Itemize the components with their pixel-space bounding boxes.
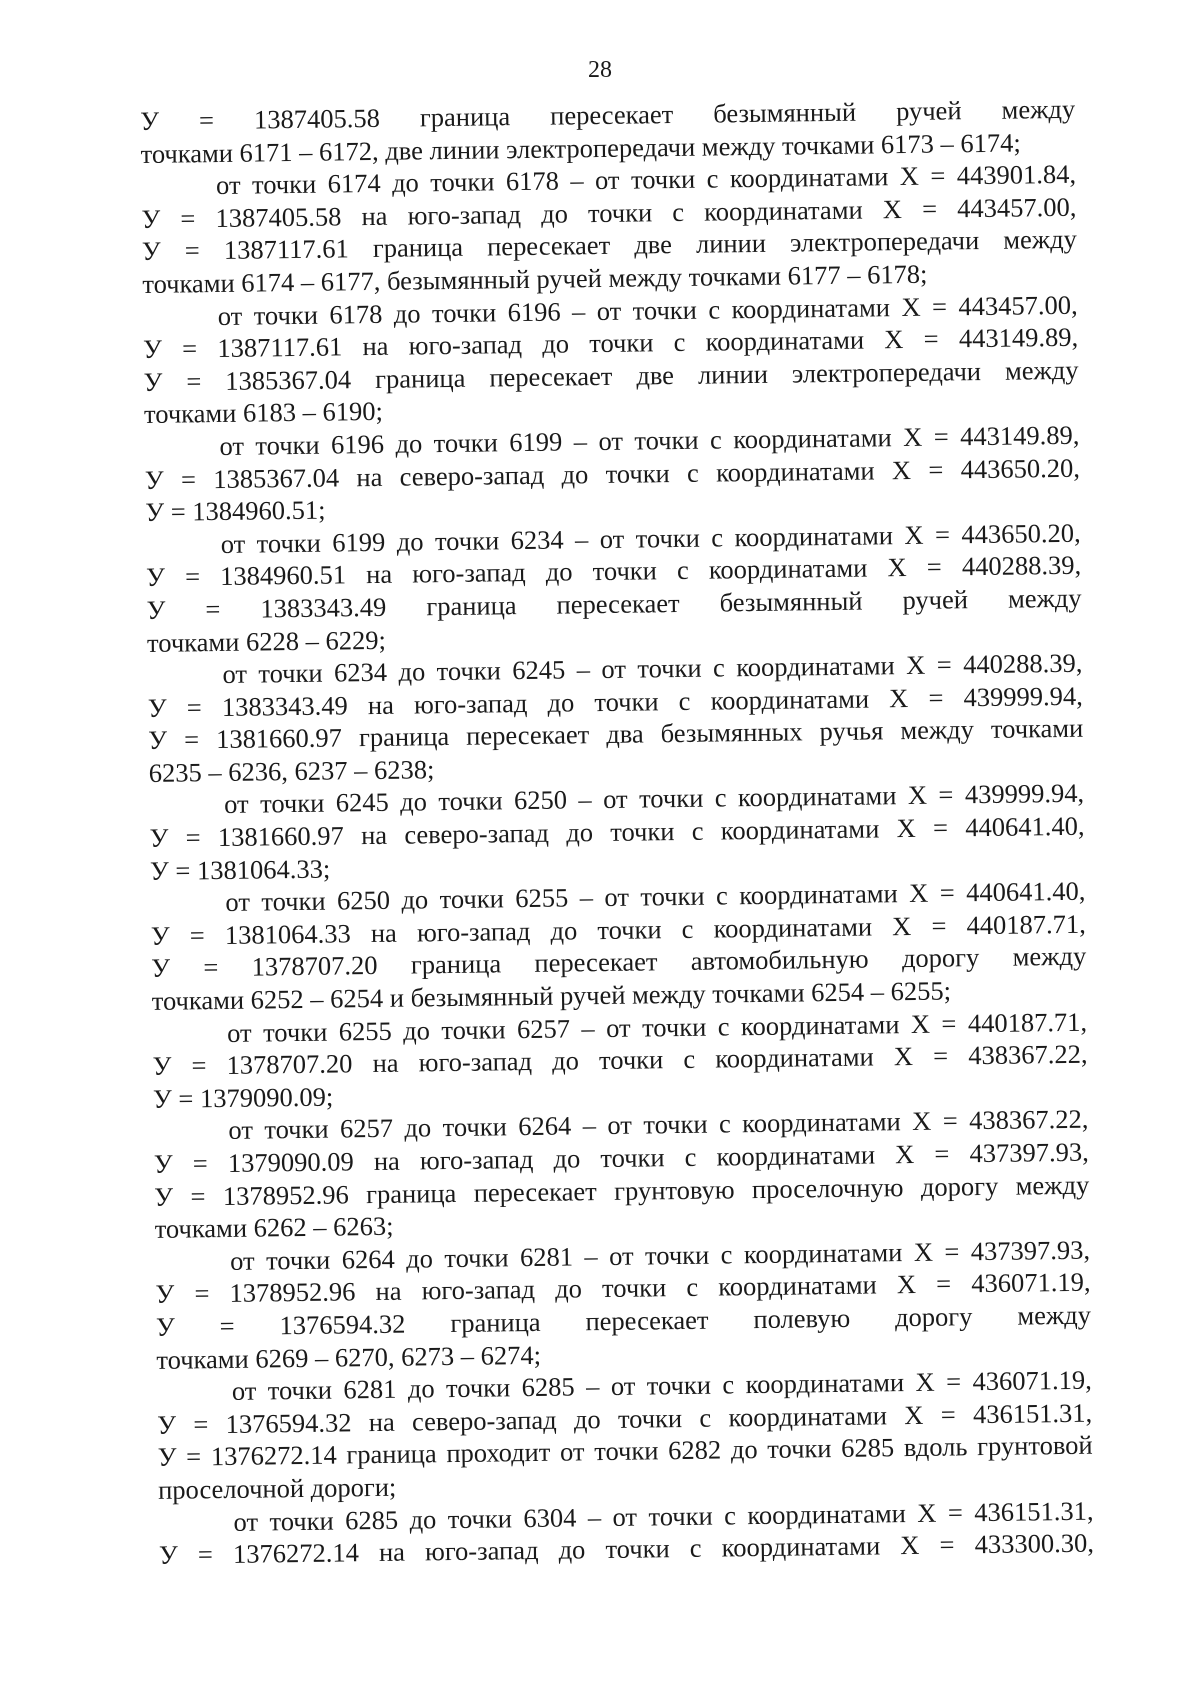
text-line: точками 6183 – 6190; bbox=[143, 396, 384, 430]
text-line: У = 1387117.61 на юго-запад до точки с координатами Х = 443149.89, bbox=[142, 321, 1079, 365]
text-line: У = 1384960.51; bbox=[145, 494, 326, 528]
text-line: точками 6228 – 6229; bbox=[146, 624, 387, 658]
paragraph-first-line: от точки 6245 до точки 6250 – от точки с координатами Х = 439999.94, bbox=[223, 778, 1085, 820]
text-line: У = 1385367.04 на северо-запад до точки с координатами Х = 443650.20, bbox=[144, 452, 1081, 495]
text-line: У = 1383343.49 на юго-запад до точки с координатами Х = 439999.94, bbox=[147, 680, 1084, 723]
paragraph-first-line: от точки 6255 до точки 6257 – от точки с координатами Х = 440187.71, bbox=[226, 1006, 1088, 1048]
text-line: У = 1384960.51 на юго-запад до точки с координатами Х = 440288.39, bbox=[145, 550, 1082, 593]
paragraph-first-line: от точки 6250 до точки 6255 – от точки с координатами Х = 440641.40, bbox=[225, 875, 1086, 918]
text-line: У = 1381660.97 граница пересекает два безымянных ручья между точками bbox=[148, 712, 1084, 756]
text-line: У = 1378952.96 на юго-запад до точки с координатами Х = 436071.19, bbox=[155, 1267, 1091, 1310]
text-line: 6235 – 6236, 6237 – 6238; bbox=[148, 754, 435, 788]
paragraph-first-line: от точки 6196 до точки 6199 – от точки с координатами Х = 443149.89, bbox=[219, 419, 1080, 461]
paragraph-first-line: от точки 6257 до точки 6264 – от точки с координатами Х = 438367.22, bbox=[228, 1104, 1089, 1146]
text-line: У = 1379090.09; bbox=[152, 1081, 334, 1114]
text-line: У = 1378707.20 на юго-запад до точки с координатами Х = 438367.22, bbox=[152, 1038, 1088, 1082]
paragraph-first-line: от точки 6199 до точки 6234 – от точки с координатами Х = 443650.20, bbox=[220, 517, 1081, 559]
text-line: У = 1378707.20 граница пересекает автомобильную дорогу между bbox=[151, 941, 1087, 984]
text-line: У = 1376594.32 на северо-запад до точки с координатами Х = 436151.31, bbox=[157, 1397, 1093, 1440]
paragraph-first-line: от точки 6281 до точки 6285 – от точки с координатами Х = 436071.19, bbox=[231, 1364, 1092, 1407]
text-line: У = 1387405.58 на юго-запад до точки с координатами Х = 443457.00, bbox=[141, 191, 1077, 234]
text-line: У = 1376272.14 граница проходит от точки 6282 до точки 6285 вдоль грунтовой bbox=[157, 1429, 1093, 1473]
paragraph-first-line: от точки 6264 до точки 6281 – от точки с координатами Х = 437397.93, bbox=[229, 1234, 1091, 1276]
paragraph-first-line: от точки 6178 до точки 6196 – от точки с координатами Х = 443457.00, bbox=[217, 289, 1078, 331]
text-line: У = 1379090.09 на юго-запад до точки с координатами Х = 437397.93, bbox=[153, 1136, 1089, 1179]
page-number: 28 bbox=[588, 57, 612, 83]
text-line: У = 1376272.14 на юго-запад до точки с координатами Х = 433300.30, bbox=[158, 1527, 1095, 1570]
text-line: У = 1381660.97 на северо-запад до точки с координатами Х = 440641.40, bbox=[149, 810, 1085, 853]
paragraph-first-line: от точки 6174 до точки 6178 – от точки с координатами Х = 443901.84, bbox=[215, 158, 1077, 201]
text-line: проселочной дороги; bbox=[157, 1471, 397, 1505]
text-line: У = 1387117.61 граница пересекает две линии электропередачи между bbox=[141, 224, 1078, 267]
text-line: У = 1385367.04 граница пересекает две линии электропередачи между bbox=[143, 354, 1079, 397]
text-line: У = 1376594.32 граница пересекает полевую дорогу между bbox=[155, 1299, 1092, 1342]
text-line: У = 1378952.96 граница пересекает грунтовую проселочную дорогу между bbox=[154, 1169, 1090, 1212]
paragraph-first-line: от точки 6234 до точки 6245 – от точки с координатами Х = 440288.39, bbox=[222, 647, 1083, 690]
text-line: У = 1383343.49 граница пересекает безымянный ручей между bbox=[146, 582, 1082, 625]
text-line: точками 6171 – 6172, две линии электропередачи между точками 6173 – 6174; bbox=[140, 127, 1021, 169]
text-line: У = 1381064.33 на юго-запад до точки с координатами Х = 440187.71, bbox=[150, 908, 1086, 951]
text-line: точками 6252 – 6254 и безымянный ручей между точками 6254 – 6255; bbox=[151, 975, 952, 1016]
text-line: точками 6269 – 6270, 6273 – 6274; bbox=[156, 1339, 542, 1375]
text-line: точками 6262 – 6263; bbox=[154, 1210, 394, 1245]
text-line: У = 1381064.33; bbox=[149, 853, 331, 886]
text-line: точками 6174 – 6177, безымянный ручей между точками 6177 – 6178; bbox=[142, 258, 928, 299]
paragraph-first-line: от точки 6285 до точки 6304 – от точки с координатами Х = 436151.31, bbox=[233, 1495, 1094, 1537]
text-line: У = 1387405.58 граница пересекает безымянный ручей между bbox=[140, 93, 1076, 136]
document-body bbox=[140, 93, 1094, 1572]
